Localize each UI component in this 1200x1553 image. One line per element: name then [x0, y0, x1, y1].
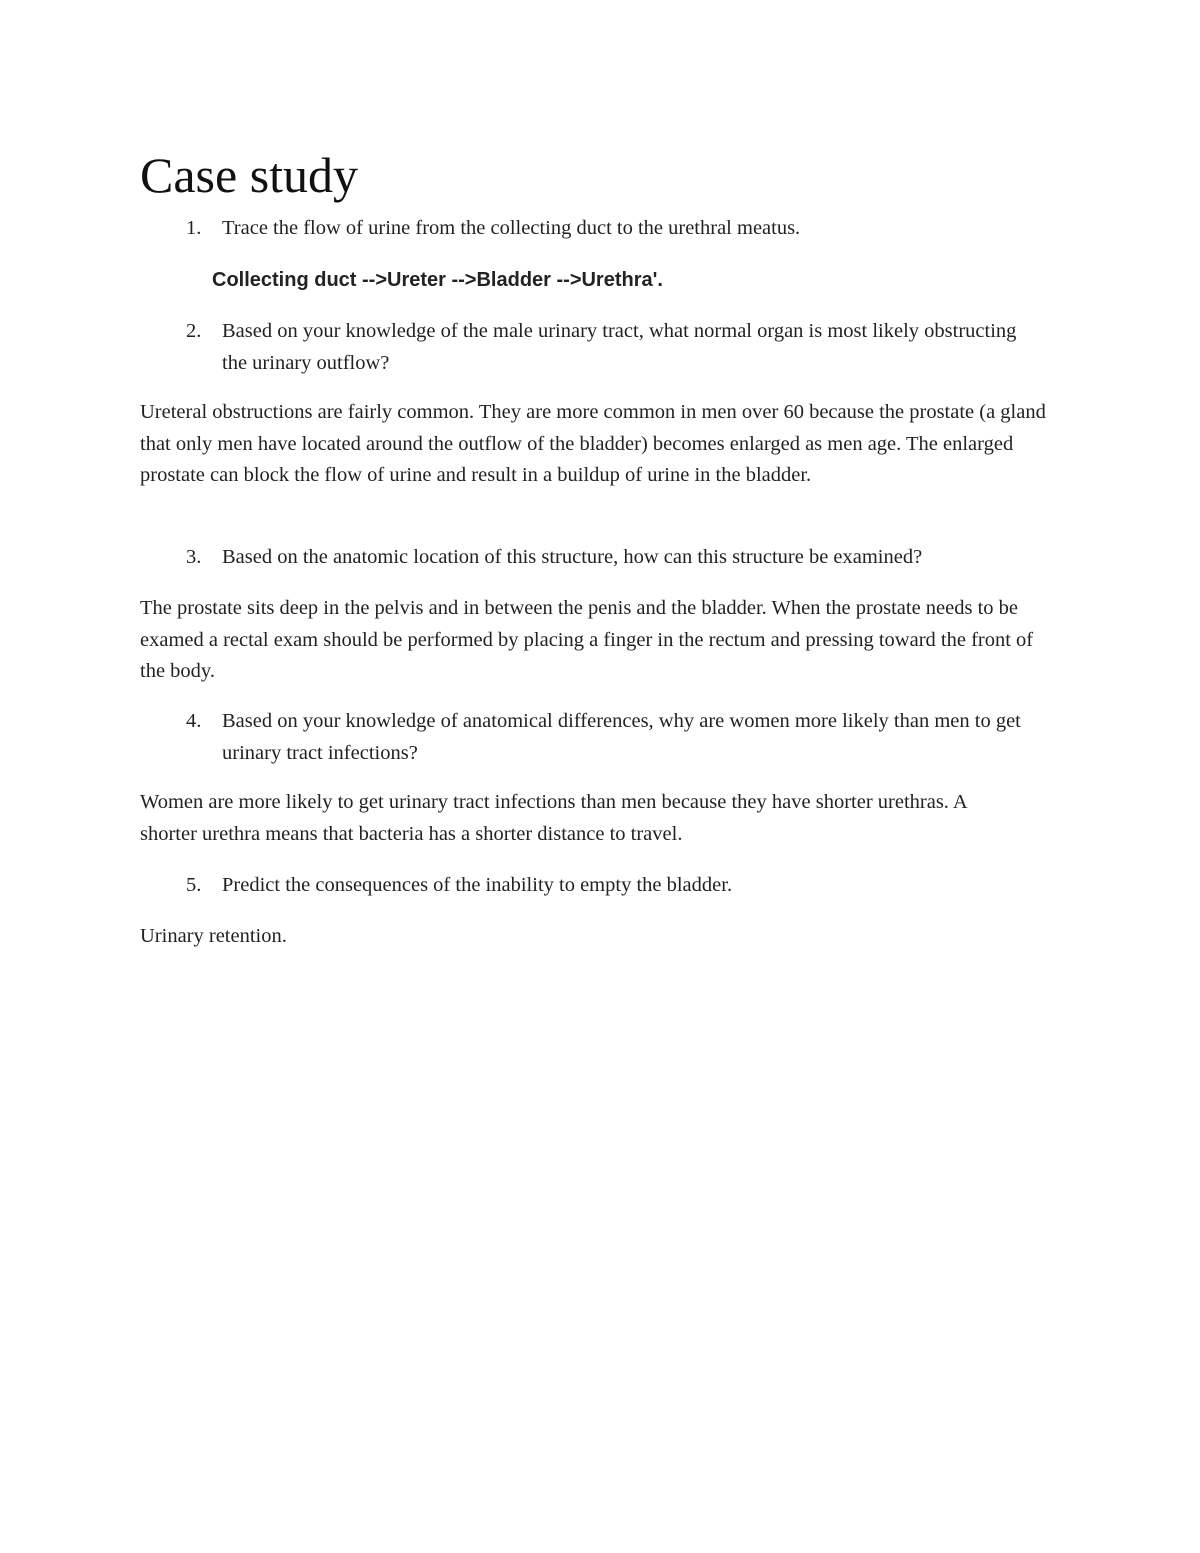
question-number: 4. [186, 710, 202, 732]
question-number: 2. [186, 320, 202, 342]
question-number: 1. [186, 217, 202, 239]
question-number: 5. [186, 874, 202, 896]
question-3 [140, 542, 1060, 574]
answer-5: Urinary retention. [140, 925, 287, 947]
question-text: Trace the flow of urine from the collecting duct to the urethral meatus. [222, 217, 801, 239]
question-4 [140, 706, 1050, 769]
answer-4: Women are more likely to get urinary tract infections than men because they have shorter urethras. A shorter urethra means that bacteria has a shorter distance to travel. [140, 791, 967, 845]
question-text: Based on your knowledge of anatomical differences, why are women more likely than men to get urinary tract infections? [222, 710, 1021, 764]
document-title: Case study [140, 147, 359, 203]
question-number: 3. [186, 546, 202, 568]
answer-1-flow: Collecting duct -->Ureter -->Bladder -->Urethra'. [212, 269, 663, 291]
answer-3: The prostate sits deep in the pelvis and in between the penis and the bladder. When the prostate needs to be examed a rectal exam should be performed by placing a finger in the rectum and pressing toward the front of the body. [140, 597, 1034, 682]
question-2 [140, 316, 1040, 379]
question-text: Based on your knowledge of the male urinary tract, what normal organ is most likely obstructing the urinary outflow? [222, 320, 1017, 374]
question-5 [140, 870, 1060, 902]
answer-2: Ureteral obstructions are fairly common. They are more common in men over 60 because the prostate (a gland that only men have located around the outflow of the bladder) becomes enlarged as men age. The enlarged prostate can block the flow of urine and result in a buildup of urine in the bladder. [140, 401, 1046, 486]
question-text: Based on the anatomic location of this structure, how can this structure be examined? [222, 546, 923, 568]
question-text: Predict the consequences of the inability to empty the bladder. [222, 874, 733, 896]
question-1 [140, 213, 1060, 245]
